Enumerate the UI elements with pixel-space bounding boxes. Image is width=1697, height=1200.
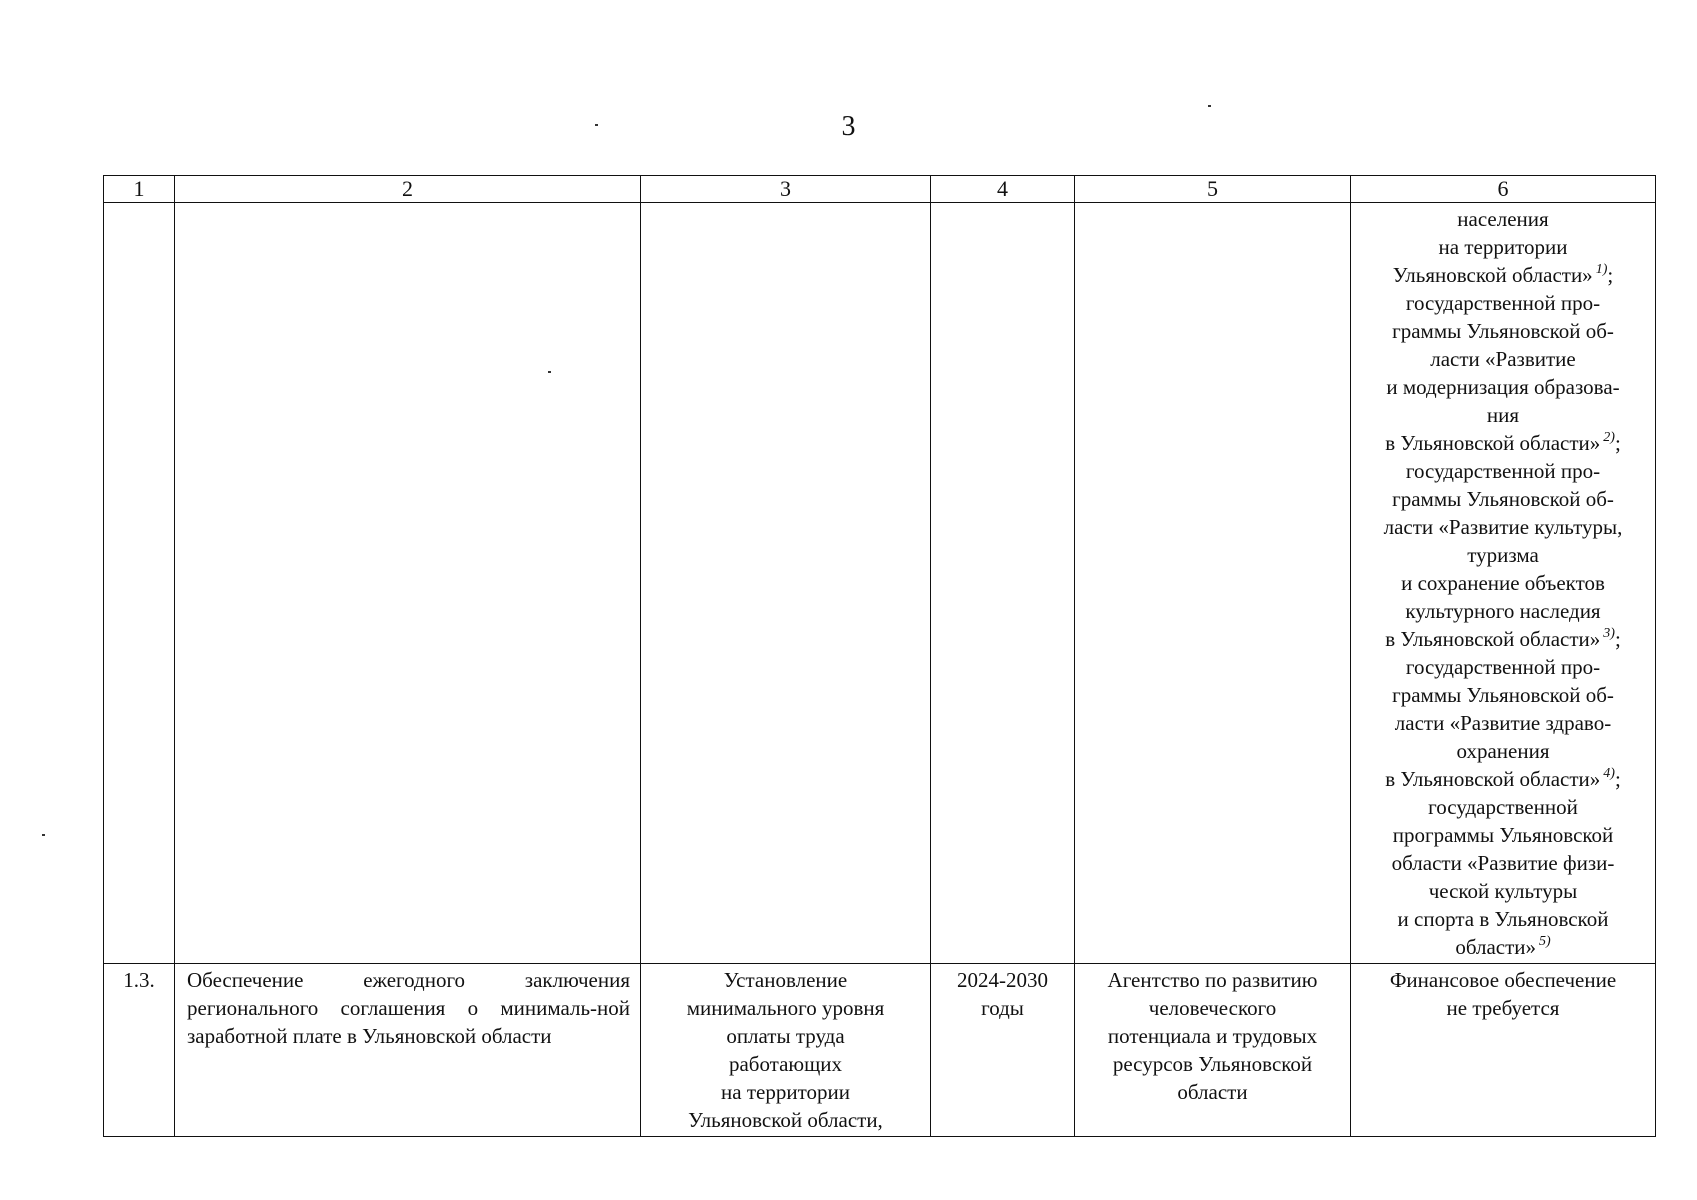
programme-line-text: программы Ульяновской <box>1392 823 1614 847</box>
programme-line-text: культурного наследия <box>1405 599 1601 623</box>
header-cell-6: 6 <box>1351 176 1656 203</box>
measure-cell: Обеспечение ежегодного заключения регионального соглашения о минималь-ной заработной плате в Ульяновской области <box>175 964 641 1137</box>
responsible-line: Агентство по развитию <box>1107 968 1318 992</box>
programme-line-text: охранения <box>1456 739 1550 763</box>
programme-line-text: государственной про- <box>1405 291 1601 315</box>
programme-line-text: ческой культуры <box>1428 879 1578 903</box>
programme-line-text: и спорта в Ульяновской <box>1397 907 1609 931</box>
row-number: 1.3. <box>104 964 175 1137</box>
programme-line <box>1357 317 1649 345</box>
programme-line-text: области» <box>1455 935 1537 959</box>
programme-line <box>1357 681 1649 709</box>
programme-line <box>1357 821 1649 849</box>
cont-cell-programmes <box>1351 203 1656 964</box>
programme-line-text: и сохранение объектов <box>1401 571 1605 595</box>
footnote-ref: 3) <box>1603 626 1615 641</box>
programme-line-text: в Ульяновской области» <box>1385 767 1601 791</box>
result-cell <box>641 964 931 1137</box>
programme-line-text: в Ульяновской области» <box>1385 627 1601 651</box>
programme-line-text: государственной про- <box>1405 459 1601 483</box>
programme-line <box>1357 569 1649 597</box>
programme-line-text: области «Развитие физи- <box>1391 851 1615 875</box>
programme-line <box>1357 345 1649 373</box>
scan-speck <box>1208 105 1211 107</box>
result-line: минимального уровня <box>686 996 885 1020</box>
programme-line-text: и модернизация образова- <box>1386 375 1620 399</box>
programme-line-text: граммы Ульяновской об- <box>1392 319 1614 343</box>
programme-line <box>1357 849 1649 877</box>
programme-line-text: в Ульяновской области» <box>1385 431 1601 455</box>
responsible-line: области <box>1177 1080 1248 1104</box>
table-header-row <box>104 176 1656 203</box>
period-cell <box>931 964 1075 1137</box>
header-cell-4: 4 <box>931 176 1075 203</box>
programme-line <box>1357 485 1649 513</box>
header-cell-1: 1 <box>104 176 175 203</box>
programme-line <box>1357 625 1649 653</box>
programme-line <box>1357 765 1649 793</box>
result-line: работающих <box>728 1052 843 1076</box>
period-line: годы <box>981 996 1024 1020</box>
financing-cell <box>1351 964 1656 1137</box>
programme-line <box>1357 905 1649 933</box>
financing-line: Финансовое обеспечение <box>1389 968 1617 992</box>
footnote-ref: 4) <box>1603 766 1615 781</box>
result-line: Ульяновской области, <box>688 1108 883 1132</box>
programme-line-text: граммы Ульяновской об- <box>1392 683 1614 707</box>
programme-line-text: государственной про- <box>1405 655 1601 679</box>
programme-line <box>1357 541 1649 569</box>
programme-line-text: населения <box>1457 207 1549 231</box>
table-row-continued <box>104 203 1656 964</box>
programme-line <box>1357 429 1649 457</box>
responsible-line: ресурсов Ульяновской <box>1112 1052 1313 1076</box>
programme-line <box>1357 793 1649 821</box>
line-punctuation: ; <box>1614 627 1621 651</box>
responsible-line: потенциала и трудовых <box>1107 1024 1318 1048</box>
line-punctuation: ; <box>1614 431 1621 455</box>
programme-line <box>1357 261 1649 289</box>
cont-cell-result <box>641 203 931 964</box>
programme-line <box>1357 597 1649 625</box>
programme-line-text: Ульяновской области» <box>1392 263 1593 287</box>
result-line: оплаты труда <box>726 1024 845 1048</box>
programme-line-text: граммы Ульяновской об- <box>1392 487 1614 511</box>
programme-line <box>1357 513 1649 541</box>
scan-speck <box>42 834 45 836</box>
programme-line <box>1357 877 1649 905</box>
programme-line-text: на территории <box>1438 235 1568 259</box>
programme-line <box>1357 373 1649 401</box>
programme-line <box>1357 233 1649 261</box>
programme-line-text: туризма <box>1467 543 1539 567</box>
financing-line: не требуется <box>1446 996 1560 1020</box>
cont-cell-number <box>104 203 175 964</box>
programme-line <box>1357 737 1649 765</box>
line-punctuation: ; <box>1607 263 1614 287</box>
programme-line-text: ласти «Развитие здраво- <box>1394 711 1612 735</box>
programme-line <box>1357 205 1649 233</box>
programme-line-text: государственной <box>1428 795 1578 819</box>
scan-speck <box>595 124 598 126</box>
footnote-ref: 5) <box>1539 934 1551 949</box>
footnote-ref: 1) <box>1595 262 1608 277</box>
responsible-cell <box>1075 964 1351 1137</box>
footnote-ref: 2) <box>1603 430 1615 445</box>
table-row <box>104 964 1656 1137</box>
header-cell-2: 2 <box>175 176 641 203</box>
programme-line <box>1357 289 1649 317</box>
programme-line <box>1357 653 1649 681</box>
result-line: Установление <box>723 968 848 992</box>
page-number: 3 <box>841 111 856 142</box>
header-cell-3: 3 <box>641 176 931 203</box>
programme-line-text: ласти «Развитие культуры, <box>1383 515 1623 539</box>
programme-line-text: ния <box>1486 403 1520 427</box>
line-punctuation: ; <box>1614 767 1621 791</box>
programme-table <box>103 175 1656 1137</box>
cont-cell-responsible <box>1075 203 1351 964</box>
programme-line <box>1357 709 1649 737</box>
programme-line-text: ласти «Развитие <box>1430 347 1576 371</box>
result-line: на территории <box>721 1080 850 1104</box>
header-cell-5: 5 <box>1075 176 1351 203</box>
programme-line <box>1357 401 1649 429</box>
programme-line <box>1357 457 1649 485</box>
cont-cell-measure <box>175 203 641 964</box>
programme-line <box>1357 933 1649 961</box>
period-line: 2024-2030 <box>957 968 1048 992</box>
responsible-line: человеческого <box>1148 996 1277 1020</box>
cont-cell-period <box>931 203 1075 964</box>
